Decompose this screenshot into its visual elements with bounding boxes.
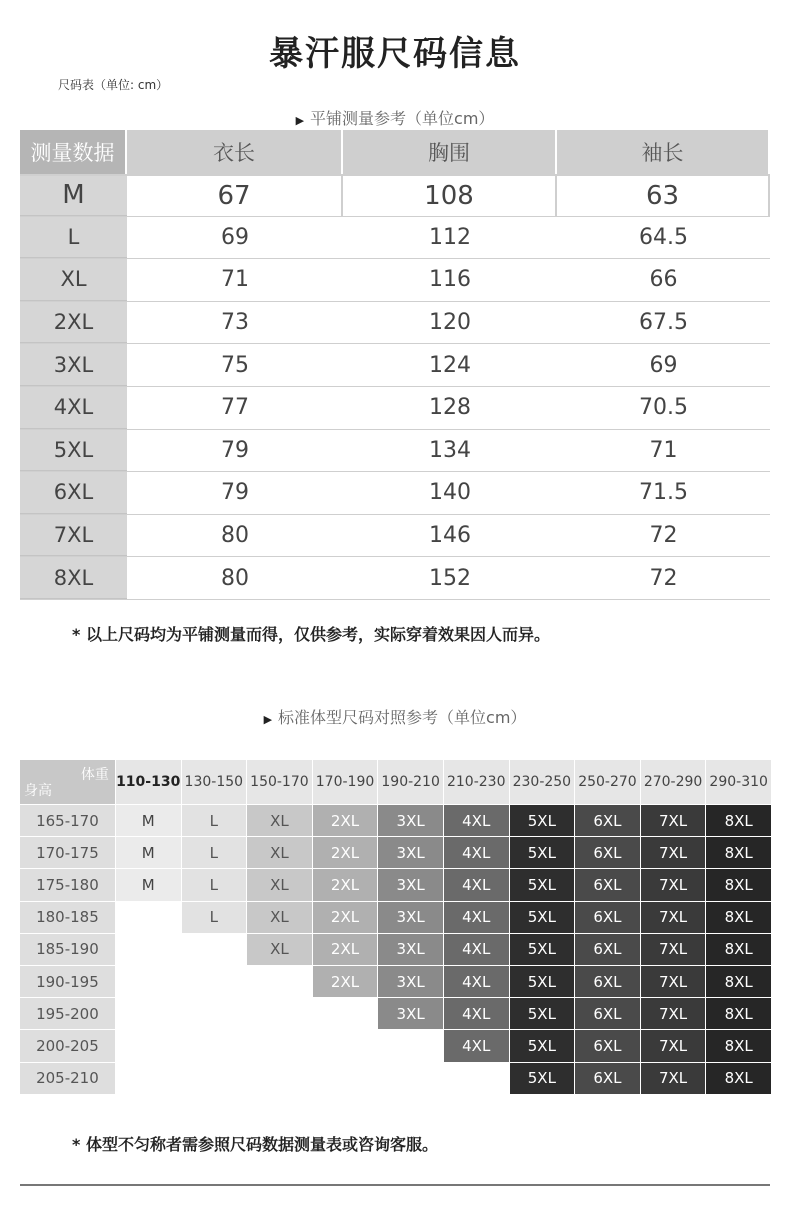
unit-note: 尺码表（单位: cm） [58,78,169,92]
empty-cell [378,1063,444,1095]
size-cell: 4XL [444,934,510,966]
flat-measure-caption [0,106,790,129]
size-cell: 5XL [510,998,576,1030]
flat-table-size-cell: 4XL [20,387,127,429]
size-cell: 2XL [313,869,379,901]
flat-table-value-cell: 80 [221,565,249,591]
flat-table-value-cell: 79 [221,480,249,506]
size-cell: 8XL [706,869,772,901]
flat-table-size-cell: 3XL [20,344,127,386]
empty-cell [116,966,182,998]
size-cell: M [116,805,182,837]
flat-table-size-cell: M [20,176,127,216]
size-cell: 7XL [641,998,707,1030]
empty-cell [182,998,248,1030]
size-cell: 4XL [444,837,510,869]
size-cell: 8XL [706,1030,772,1062]
size-cell: 8XL [706,902,772,934]
flat-table-size-cell: L [20,217,127,259]
size-cell: 2XL [313,902,379,934]
body-table-row [20,902,772,934]
body-table-header-row [20,760,772,805]
height-range-cell: 185-190 [20,934,116,966]
size-cell: XL [247,869,313,901]
size-cell: 8XL [706,998,772,1030]
size-cell: 7XL [641,805,707,837]
size-cell: 3XL [378,934,444,966]
flat-table-value-cell: 152 [429,565,471,591]
body-table-row [20,998,772,1030]
weight-range-header: 210-230 [444,760,510,805]
size-cell: 8XL [706,1063,772,1095]
flat-table-size-cell: XL [20,259,127,301]
flat-table-size-cell: 6XL [20,472,127,514]
size-cell: 6XL [575,1030,641,1062]
flat-table-value-cell: 120 [429,310,471,336]
height-range-cell: 165-170 [20,805,116,837]
height-range-cell: 175-180 [20,869,116,901]
size-cell: M [116,837,182,869]
flat-table-value-cell: 128 [429,395,471,421]
size-cell: 6XL [575,902,641,934]
body-table-row [20,1030,772,1062]
flat-table-value-cell: 77 [221,395,249,421]
size-cell: 3XL [378,998,444,1030]
corner-height-label: 身高 [24,783,52,799]
empty-cell [378,1030,444,1062]
flat-table-row [20,302,770,345]
height-range-cell: 195-200 [20,998,116,1030]
flat-table-row [20,557,770,600]
size-cell: L [182,869,248,901]
size-cell: XL [247,902,313,934]
size-cell: 3XL [378,837,444,869]
size-cell: 7XL [641,837,707,869]
triangle-right-icon: ▶ [263,713,273,726]
flat-table-value-cell: 80 [221,523,249,549]
flat-table-value-cell: 134 [429,437,471,463]
flat-table-header-cell: 测量数据 [20,130,127,174]
size-cell: 5XL [510,1063,576,1095]
size-cell: 7XL [641,1063,707,1095]
size-cell: 5XL [510,966,576,998]
flat-measure-caption-text: 平铺测量参考（单位cm） [310,109,495,128]
weight-range-header: 290-310 [706,760,772,805]
empty-cell [247,966,313,998]
flat-table-size-cell: 8XL [20,557,127,599]
size-cell: 5XL [510,869,576,901]
empty-cell [182,966,248,998]
flat-table-row [20,387,770,430]
flat-table-value-cell: 72 [649,523,678,549]
flat-table-value-cell: 108 [343,176,557,216]
flat-table-size-cell: 5XL [20,430,127,472]
weight-range-header: 130-150 [182,760,248,805]
height-range-cell: 200-205 [20,1030,116,1062]
empty-cell [247,1030,313,1062]
size-cell: 7XL [641,869,707,901]
size-cell: 6XL [575,998,641,1030]
size-cell: 5XL [510,805,576,837]
flat-table-value-cell: 75 [221,352,249,378]
size-cell: L [182,805,248,837]
weight-range-header: 250-270 [575,760,641,805]
size-cell: 6XL [575,837,641,869]
flat-table-value-cell: 72 [649,565,678,591]
flat-table-row [20,259,770,302]
triangle-right-icon: ▶ [295,114,305,127]
size-cell: 6XL [575,1063,641,1095]
size-cell: 2XL [313,837,379,869]
size-cell: 5XL [510,934,576,966]
flat-table-value-cell: 67 [127,176,343,216]
size-cell: 3XL [378,902,444,934]
flat-table-value-cell: 73 [221,310,249,336]
flat-measure-footnote: * 以上尺码均为平铺测量而得，仅供参考，实际穿着效果因人而异。 [72,625,550,644]
size-cell: 6XL [575,869,641,901]
empty-cell [116,1063,182,1095]
empty-cell [247,1063,313,1095]
size-cell: 3XL [378,805,444,837]
flat-table-value-cell: 69 [649,352,678,378]
empty-cell [116,998,182,1030]
body-table-row [20,837,772,869]
height-range-cell: 170-175 [20,837,116,869]
flat-table-value-cell: 116 [429,267,471,293]
empty-cell [182,1063,248,1095]
size-cell: 5XL [510,837,576,869]
size-cell: XL [247,934,313,966]
size-cell: 6XL [575,805,641,837]
flat-table-value-cell: 63 [557,176,770,216]
body-size-caption [0,705,790,728]
size-cell: 2XL [313,966,379,998]
height-range-cell: 205-210 [20,1063,116,1095]
size-cell: 4XL [444,998,510,1030]
flat-table-value-cell: 69 [221,224,249,250]
flat-table-value-cell: 70.5 [639,395,688,421]
size-cell: 3XL [378,966,444,998]
flat-table-value-cell: 71 [649,437,678,463]
flat-table-row [20,430,770,473]
size-cell: 8XL [706,966,772,998]
weight-range-header: 170-190 [313,760,379,805]
bottom-divider [20,1184,770,1186]
size-cell: 2XL [313,805,379,837]
flat-table-size-cell: 2XL [20,302,127,344]
body-size-caption-text: 标准体型尺码对照参考（单位cm） [278,708,527,727]
flat-table-value-cell: 67.5 [639,310,688,336]
flat-table-row [20,472,770,515]
empty-cell [247,998,313,1030]
body-size-footnote: * 体型不匀称者需参照尺码数据测量表或咨询客服。 [72,1135,438,1154]
body-size-table [20,760,772,1095]
size-cell: 8XL [706,805,772,837]
size-cell: 7XL [641,902,707,934]
size-cell: 4XL [444,869,510,901]
size-cell: 3XL [378,869,444,901]
size-cell: XL [247,805,313,837]
empty-cell [182,1030,248,1062]
size-cell: 4XL [444,805,510,837]
body-table-row [20,966,772,998]
body-table-row [20,1063,772,1095]
weight-range-header: 150-170 [247,760,313,805]
height-range-cell: 190-195 [20,966,116,998]
empty-cell [444,1063,510,1095]
size-cell: L [182,902,248,934]
flat-table-header-cell: 衣长 [127,130,343,174]
empty-cell [116,934,182,966]
size-cell: 6XL [575,934,641,966]
weight-range-header: 190-210 [378,760,444,805]
size-cell: 8XL [706,837,772,869]
empty-cell [182,934,248,966]
body-table-row [20,869,772,901]
body-table-row [20,805,772,837]
size-cell: 4XL [444,1030,510,1062]
flat-table-value-cell: 79 [221,437,249,463]
flat-table-header-cell: 胸围 [343,130,557,174]
size-cell: 7XL [641,966,707,998]
flat-table-value-cell: 66 [649,267,678,293]
size-cell: XL [247,837,313,869]
flat-table-value-cell: 71 [221,267,249,293]
flat-table-header-row [20,130,770,174]
size-cell: 5XL [510,902,576,934]
size-cell: 5XL [510,1030,576,1062]
flat-table-value-cell: 146 [429,523,471,549]
size-cell: M [116,869,182,901]
height-range-cell: 180-185 [20,902,116,934]
weight-range-header: 230-250 [510,760,576,805]
flat-table-value-cell: 64.5 [639,224,688,250]
empty-cell [116,1030,182,1062]
flat-table-size-cell: 7XL [20,515,127,557]
empty-cell [116,902,182,934]
size-cell: 6XL [575,966,641,998]
size-cell: L [182,837,248,869]
corner-weight-label: 体重 [80,767,109,783]
flat-table-row [20,515,770,558]
flat-measurement-table [20,130,770,600]
flat-table-value-cell: 71.5 [639,480,688,506]
size-cell: 7XL [641,934,707,966]
flat-table-value-cell: 112 [429,224,471,250]
size-cell: 8XL [706,934,772,966]
flat-table-row [20,174,770,217]
page-title: 暴汗服尺码信息 [269,34,521,74]
empty-cell [313,1063,379,1095]
flat-table-value-cell: 124 [429,352,471,378]
flat-table-row [20,344,770,387]
weight-range-header: 110-130 [116,760,182,805]
size-cell: 4XL [444,966,510,998]
size-cell: 7XL [641,1030,707,1062]
size-cell: 4XL [444,902,510,934]
flat-table-row [20,217,770,260]
flat-table-header-cell: 袖长 [557,130,770,174]
weight-range-header: 270-290 [641,760,707,805]
flat-table-value-cell: 140 [429,480,471,506]
body-table-corner [20,760,116,805]
empty-cell [313,998,379,1030]
empty-cell [313,1030,379,1062]
body-table-row [20,934,772,966]
size-cell: 2XL [313,934,379,966]
